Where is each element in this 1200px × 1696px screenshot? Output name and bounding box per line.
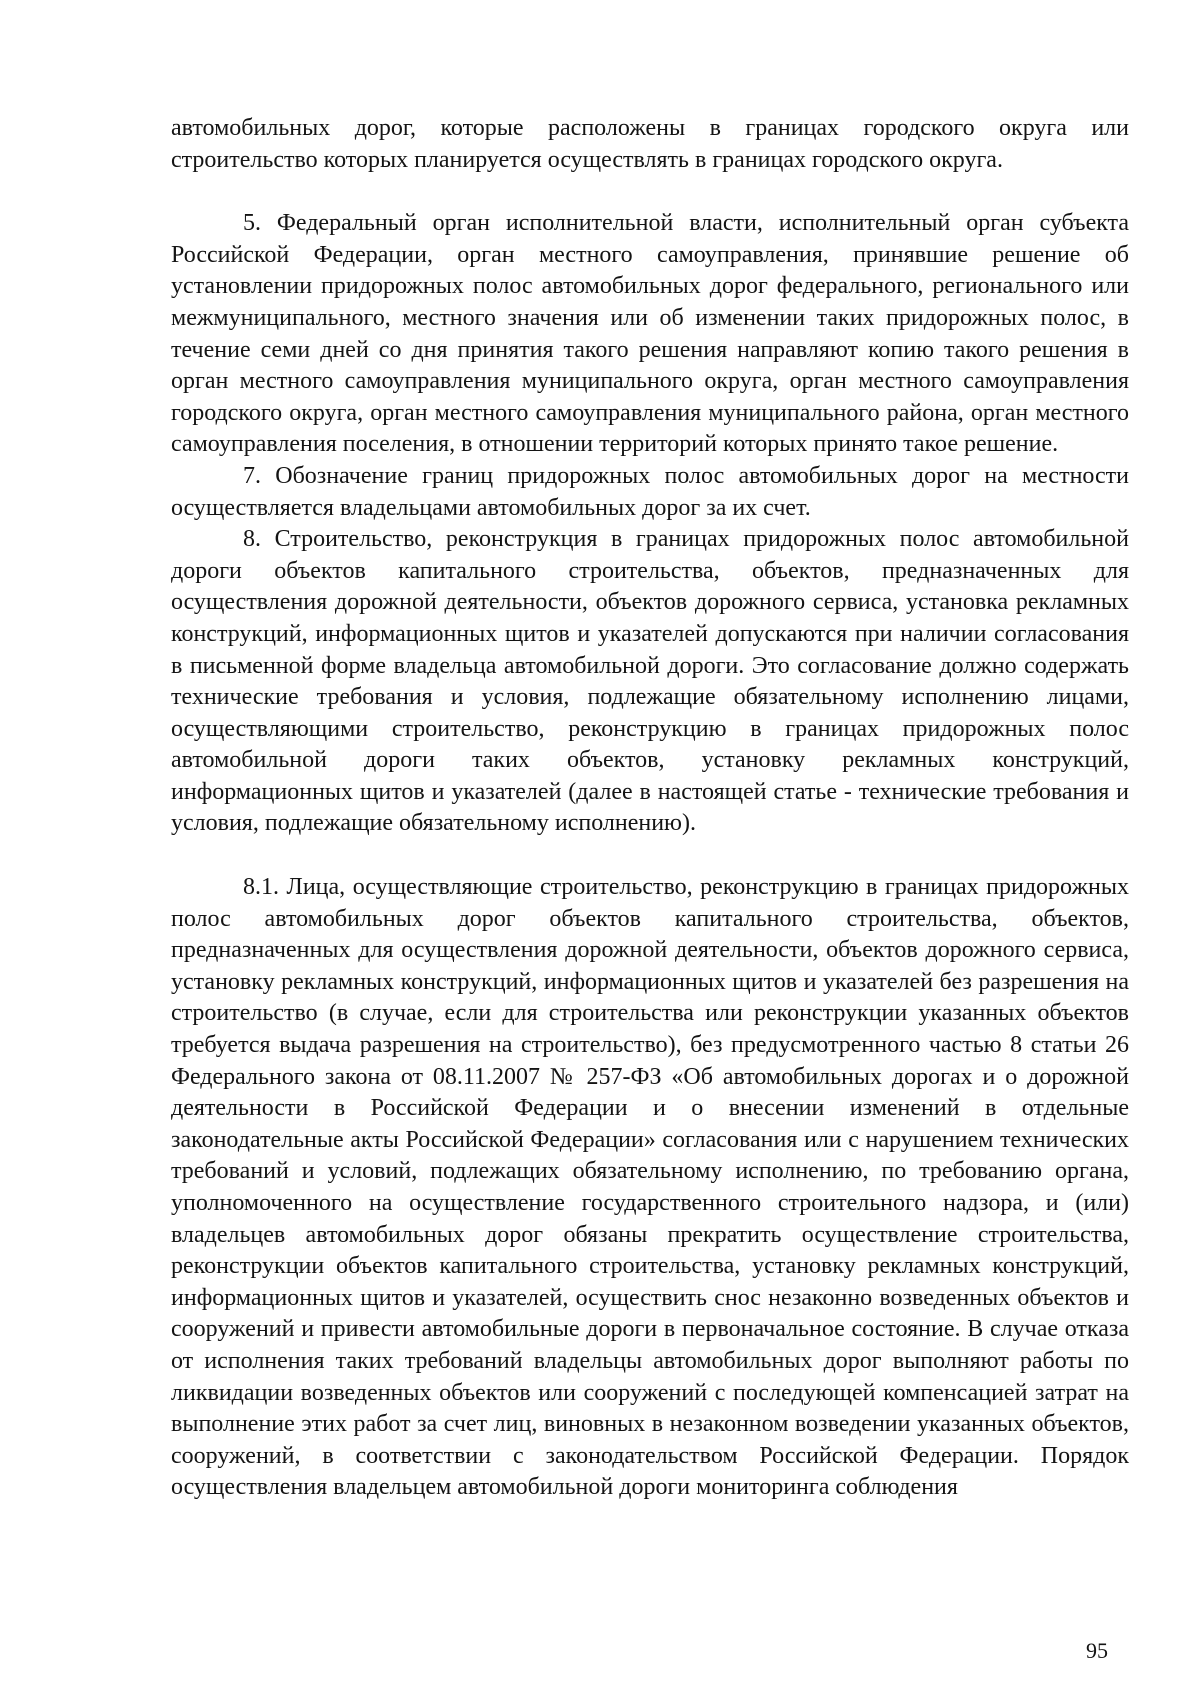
page-number: 95 xyxy=(1086,1638,1108,1663)
paragraph-gap xyxy=(171,176,1129,208)
paragraph-gap xyxy=(171,840,1129,872)
paragraph-item-8-1: 8.1. Лица, осуществляющие строительство, реконструкцию в границах придорожных полос автомобильных дорог объектов капитального строительства, объектов, предназначенных для осуществления дорожной деятельности, объектов дорожного сервиса, установку рекламных конструкций, информационных щитов и указателей без разрешения на строительство (в случае, если для строительства или реконструкции указанных объектов требуется выдача разрешения на строительство), без предусмотренного частью 8 статьи 26 Федерального закона от 08.11.2007 № 257-ФЗ «Об автомобильных дорогах и о дорожной деятельности в Российской Федерации и о внесении изменений в отдельные законодательные акты Российской Федерации» согласования или с нарушением технических требований и условий, подлежащих обязательному исполнению, по требованию органа, уполномоченного на осуществление государственного строительного надзора, и (или) владельцев автомобильных дорог обязаны прекратить осуществление строительства, реконструкции объектов капитального строительства, установку рекламных конструкций, информационных щитов и указателей, осуществить снос незаконно возведенных объектов и сооружений и привести автомобильные дороги в первоначальное состояние. В случае отказа от исполнения таких требований владельцы автомобильных дорог выполняют работы по ликвидации возведенных объектов или сооружений с последующей компенсацией затрат на выполнение этих работ за счет лиц, виновных в незаконном возведении указанных объектов, сооружений, в соответствии с законодательством Российской Федерации. Порядок осуществления владельцем автомобильной дороги мониторинга соблюдения xyxy=(171,874,1129,1501)
paragraph-item-7: 7. Обозначение границ придорожных полос автомобильных дорог на местности осуществляется владельцами автомобильных дорог за их счет. xyxy=(171,462,1129,521)
paragraph-item-8: 8. Строительство, реконструкция в границах придорожных полос автомобильной дороги объектов капитального строительства, объектов, предназначенных для осуществления дорожной деятельности, объектов дорожного сервиса, установка рекламных конструкций, информационных щитов и указателей допускаются при наличии согласования в письменной форме владельца автомобильной дороги. Это согласование должно содержать технические требования и условия, подлежащие обязательному исполнению лицами, осуществляющими строительство, реконструкцию в границах придорожных полос автомобильной дороги таких объектов, установку рекламных конструкций, информационных щитов и указателей (далее в настоящей статье - технические требования и условия, подлежащие обязательному исполнению). xyxy=(171,526,1129,837)
paragraph-item-5: 5. Федеральный орган исполнительной власти, исполнительный орган субъекта Российской Федерации, орган местного самоуправления, принявшие решение об установлении придорожных полос автомобильных дорог федерального, регионального или межмуниципального, местного значения или об изменении таких придорожных полос, в течение семи дней со дня принятия такого решения направляют копию такого решения в орган местного самоуправления муниципального округа, орган местного самоуправления городского округа, орган местного самоуправления муниципального района, орган местного самоуправления поселения, в отношении территорий которых принято такое решение. xyxy=(171,210,1129,458)
paragraph-continuation: автомобильных дорог, которые расположены в границах городского округа или строительство которых планируется осуществлять в границах городского округа. xyxy=(171,115,1129,173)
document-body xyxy=(171,113,1129,1504)
